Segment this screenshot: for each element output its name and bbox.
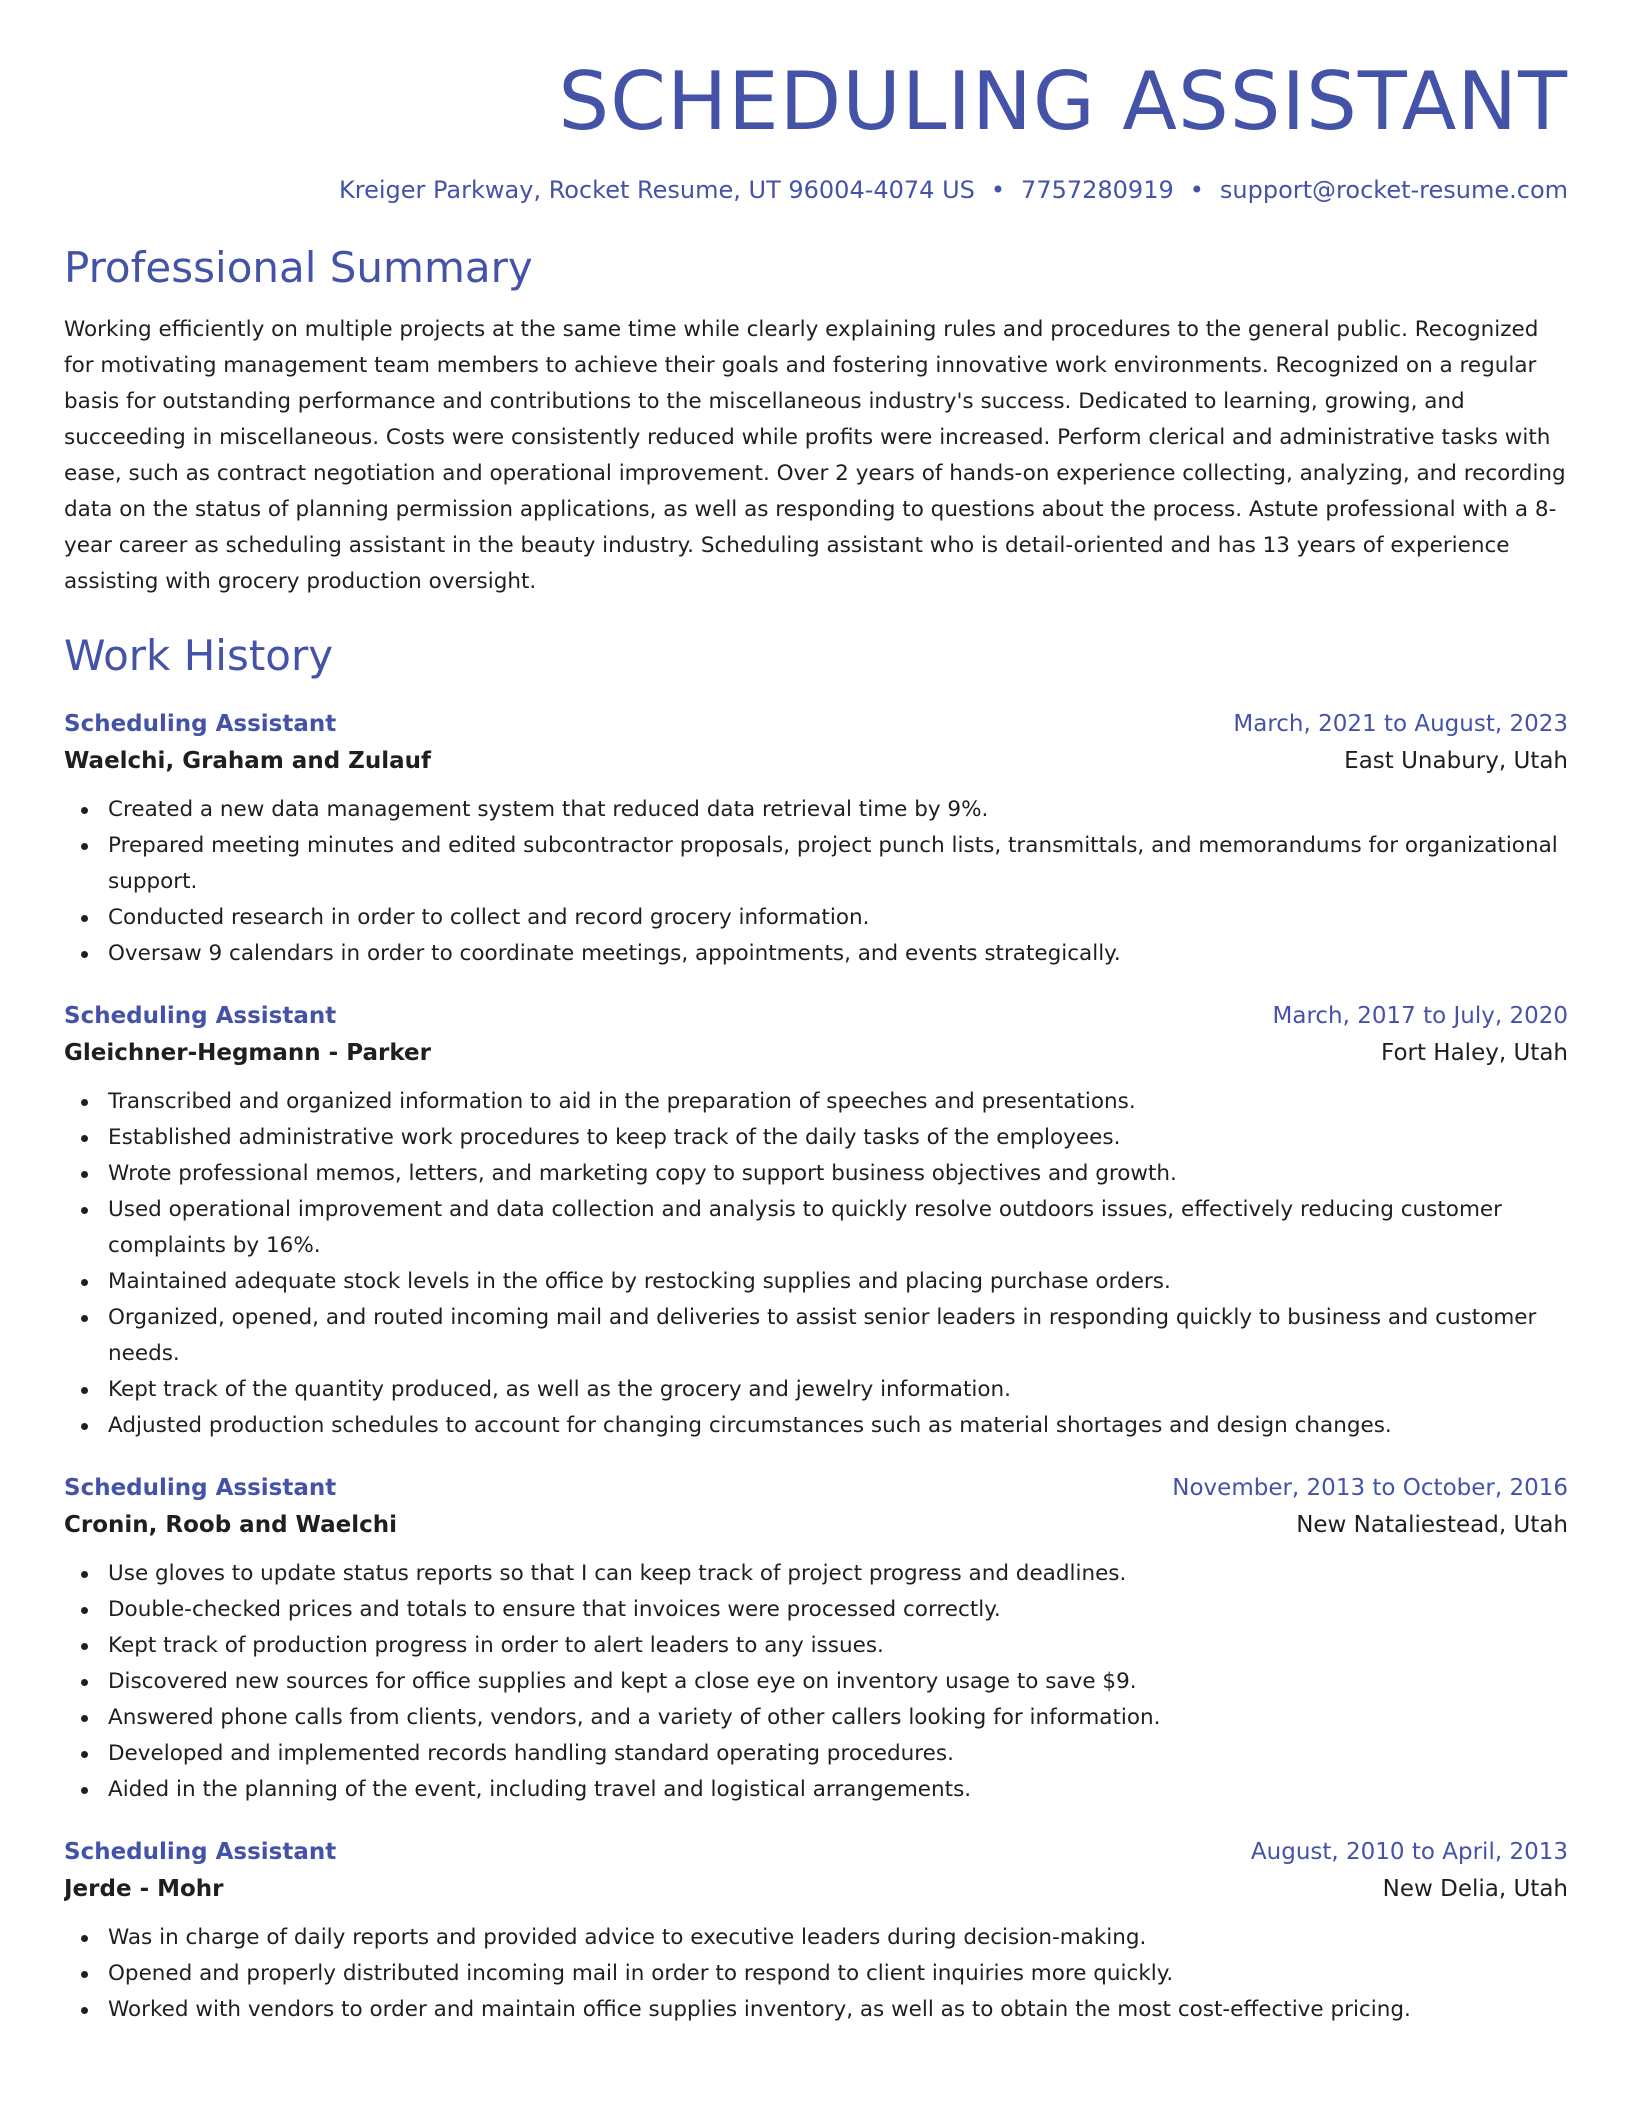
job-dates: August, 2010 to April, 2013	[1250, 1839, 1568, 1865]
bullet-item: Conducted research in order to collect and record grocery information.	[108, 900, 1568, 936]
job-company-row	[64, 1506, 1568, 1544]
job-list	[64, 706, 1568, 2028]
bullet-item: Developed and implemented records handling standard operating procedures.	[108, 1736, 1568, 1772]
resume-name: SCHEDULING ASSISTANT	[558, 55, 1568, 148]
job-header-row	[64, 998, 1568, 1034]
job-bullets	[64, 1556, 1568, 1808]
job-entry	[64, 998, 1568, 1444]
job-dates: November, 2013 to October, 2016	[1172, 1475, 1568, 1501]
job-title: Scheduling Assistant	[64, 1839, 337, 1865]
job-header-row	[64, 706, 1568, 742]
bullet-item: Discovered new sources for office supplies and kept a close eye on inventory usage to save $9.	[108, 1664, 1568, 1700]
resume-page	[64, 0, 1568, 2112]
summary-heading: Professional Summary	[64, 243, 533, 292]
job-dates: March, 2021 to August, 2023	[1233, 711, 1568, 737]
bullet-item: Answered phone calls from clients, vendors, and a variety of other callers looking for information.	[108, 1700, 1568, 1736]
contact-line	[64, 174, 1568, 206]
bullet-item: Aided in the planning of the event, including travel and logistical arrangements.	[108, 1772, 1568, 1808]
job-title: Scheduling Assistant	[64, 1475, 337, 1501]
summary-text: Working efficiently on multiple projects at the same time while clearly explaining rules and procedures to the general public. Recognized for motivating management team members to achieve their goals and fostering innovative work environments. Recognized on a regular basis for outstanding performance and contributions to the miscellaneous industry's success. Dedicated to learning, growing, and succeeding in miscellaneous. Costs were consistently reduced while profits were increased. Perform clerical and administrative tasks with ease, such as contract negotiation and operational improvement. Over 2 years of hands-on experience collecting, analyzing, and recording data on the status of planning permission applications, as well as responding to questions about the process. Astute professional with a 8-year career as scheduling assistant in the beauty industry. Scheduling assistant who is detail-oriented and has 13 years of experience assisting with grocery production oversight.	[64, 317, 1566, 594]
job-bullets	[64, 792, 1568, 972]
job-title: Scheduling Assistant	[64, 711, 337, 737]
bullet-item: Organized, opened, and routed incoming mail and deliveries to assist senior leaders in responding quickly to business and customer needs.	[108, 1300, 1568, 1372]
company-name: Cronin, Roob and Waelchi	[64, 1512, 397, 1538]
contact-email[interactable]: support@rocket-resume.com	[1219, 176, 1568, 204]
job-title: Scheduling Assistant	[64, 1003, 337, 1029]
job-entry	[64, 1834, 1568, 2028]
job-dates: March, 2017 to July, 2020	[1272, 1003, 1568, 1029]
company-name: Waelchi, Graham and Zulauf	[64, 748, 432, 774]
bullet-item: Oversaw 9 calendars in order to coordinate meetings, appointments, and events strategically.	[108, 936, 1568, 972]
company-name: Jerde - Mohr	[64, 1876, 224, 1902]
bullet-item: Established administrative work procedures to keep track of the daily tasks of the employees.	[108, 1120, 1568, 1156]
bullet-item: Opened and properly distributed incoming mail in order to respond to client inquiries more quickly.	[108, 1956, 1568, 1992]
bullet-item: Double-checked prices and totals to ensure that invoices were processed correctly.	[108, 1592, 1568, 1628]
bullet-item: Maintained adequate stock levels in the office by restocking supplies and placing purchase orders.	[108, 1264, 1568, 1300]
job-location: East Unabury, Utah	[1344, 748, 1568, 774]
contact-address: Kreiger Parkway, Rocket Resume, UT 96004-4074 US	[339, 176, 975, 204]
bullet-item: Kept track of production progress in order to alert leaders to any issues.	[108, 1628, 1568, 1664]
contact-phone: 7757280919	[1021, 176, 1174, 204]
bullet-item: Prepared meeting minutes and edited subcontractor proposals, project punch lists, transmittals, and memorandums for organizational support.	[108, 828, 1568, 900]
job-bullets	[64, 1920, 1568, 2028]
job-entry	[64, 706, 1568, 972]
job-company-row	[64, 742, 1568, 780]
bullet-item: Adjusted production schedules to account for changing circumstances such as material shortages and design changes.	[108, 1408, 1568, 1444]
company-name: Gleichner-Hegmann - Parker	[64, 1040, 431, 1066]
job-entry	[64, 1470, 1568, 1808]
bullet-item: Worked with vendors to order and maintain office supplies inventory, as well as to obtain the most cost-effective pricing.	[108, 1992, 1568, 2028]
job-header-row	[64, 1470, 1568, 1506]
bullet-item: Created a new data management system that reduced data retrieval time by 9%.	[108, 792, 1568, 828]
job-header-row	[64, 1834, 1568, 1870]
job-location: New Nataliestead, Utah	[1296, 1512, 1568, 1538]
separator-dot: •	[990, 176, 1006, 204]
job-location: Fort Haley, Utah	[1381, 1040, 1568, 1066]
bullet-item: Use gloves to update status reports so that I can keep track of project progress and deadlines.	[108, 1556, 1568, 1592]
job-company-row	[64, 1870, 1568, 1908]
bullet-item: Wrote professional memos, letters, and marketing copy to support business objectives and growth.	[108, 1156, 1568, 1192]
job-location: New Delia, Utah	[1382, 1876, 1568, 1902]
bullet-item: Kept track of the quantity produced, as well as the grocery and jewelry information.	[108, 1372, 1568, 1408]
work-history-heading: Work History	[64, 631, 334, 680]
bullet-item: Transcribed and organized information to aid in the preparation of speeches and presentations.	[108, 1084, 1568, 1120]
bullet-item: Was in charge of daily reports and provided advice to executive leaders during decision-making.	[108, 1920, 1568, 1956]
separator-dot: •	[1189, 176, 1204, 204]
bullet-item: Used operational improvement and data collection and analysis to quickly resolve outdoors issues, effectively reducing customer complaints by 16%.	[108, 1192, 1568, 1264]
job-bullets	[64, 1084, 1568, 1444]
job-company-row	[64, 1034, 1568, 1072]
